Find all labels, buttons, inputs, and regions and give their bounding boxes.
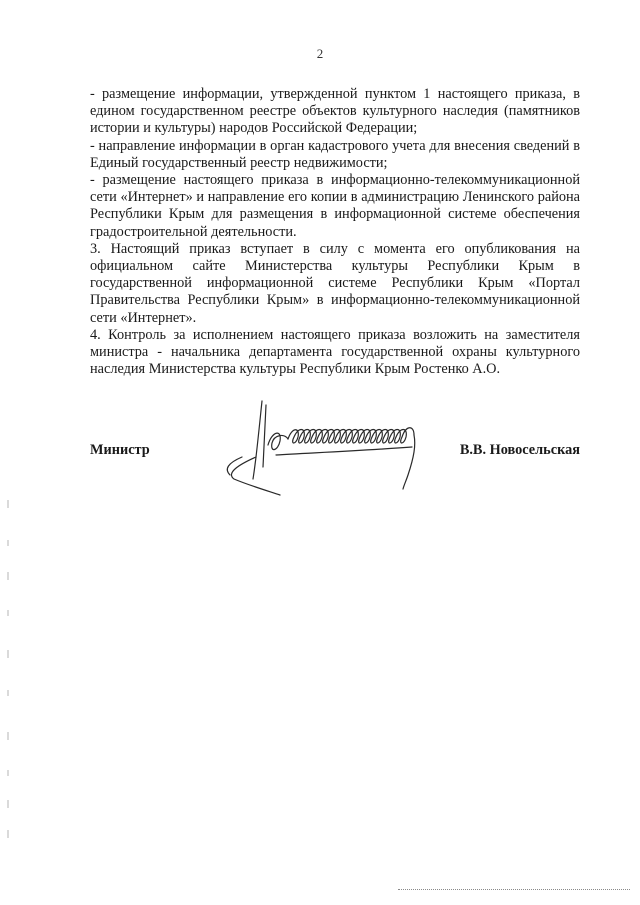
document-body	[90, 86, 580, 378]
paragraph-internet-publication: - размещение настоящего приказа в информационно-телекоммуникационной сети «Интернет» и направление его копии в администрацию Ленинского района Республики Крым для размещения в информационной системе обеспечения градостроительной деятельности.	[90, 172, 580, 240]
bottom-rule	[398, 889, 630, 891]
signatory-title: Министр	[90, 442, 150, 458]
paragraph-cadastral-notice: - направление информации в орган кадастрового учета для внесения сведений в Единый государственный реестр недвижимости;	[90, 137, 580, 171]
handwritten-signature-image	[218, 395, 488, 505]
page-number: 2	[316, 46, 324, 61]
paragraph-effective-date: 3. Настоящий приказ вступает в силу с момента его опубликования на официальном сайте Министерства культуры Республики Крым в государственной информационной системе Республики Крым «Портал Правительства Республики Крым» в информационно-телекоммуникационной сети «Интернет».	[90, 240, 580, 326]
paragraph-control: 4. Контроль за исполнением настоящего приказа возложить на заместителя министра - начальника департамента государственной охраны культурного наследия Министерства культуры Республики Крым Ростенко А.О.	[90, 326, 580, 378]
scan-margin-marks	[6, 500, 10, 860]
signatory-name: В.В. Новосельская	[459, 442, 580, 458]
paragraph-registry-publication: - размещение информации, утвержденной пунктом 1 настоящего приказа, в едином государственном реестре объектов культурного наследия (памятников истории и культуры) народов Российской Федерации;	[90, 86, 580, 137]
signature-block	[90, 395, 580, 505]
